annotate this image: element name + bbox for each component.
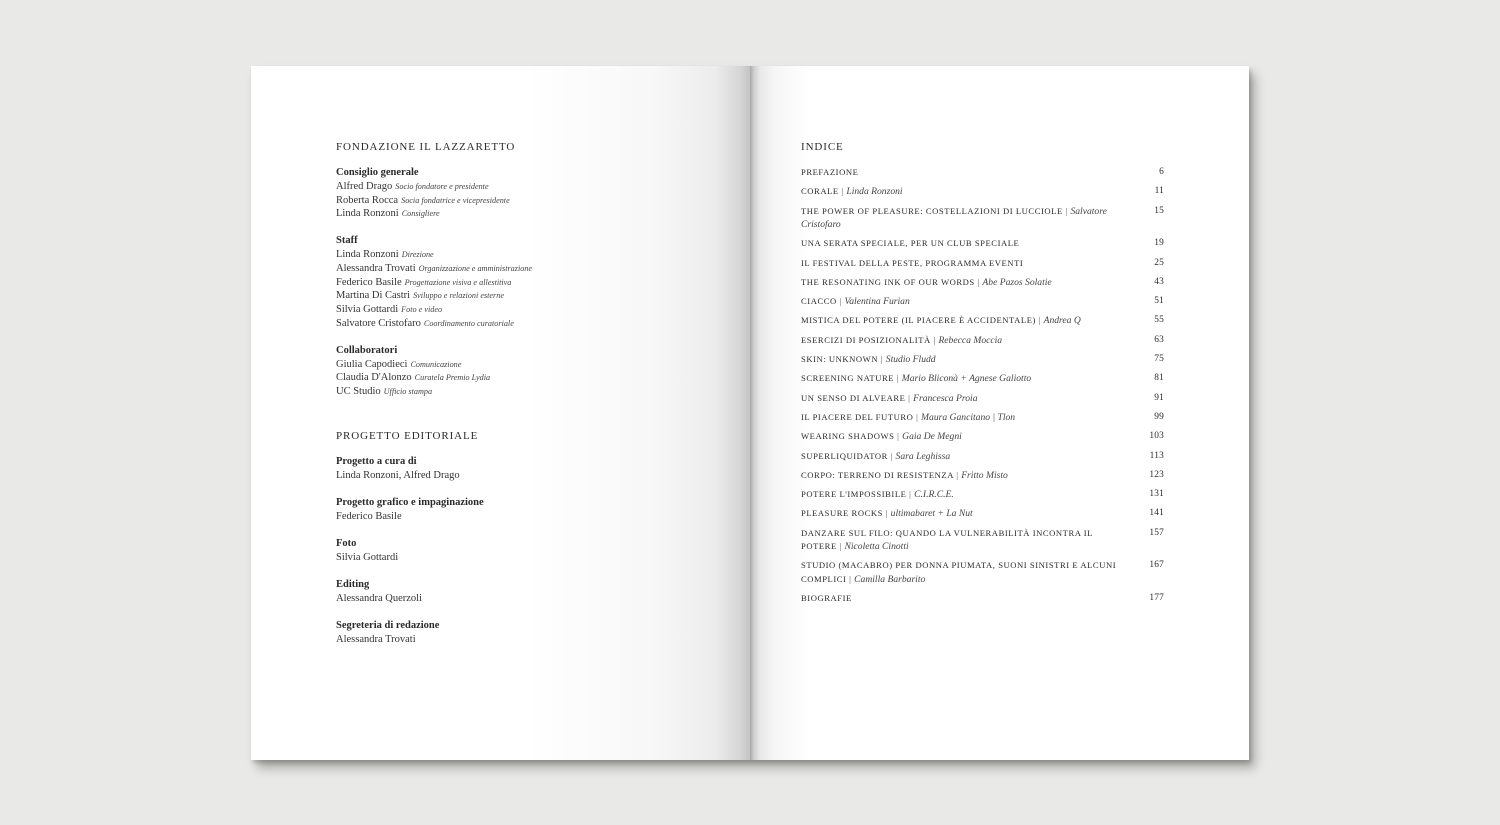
- toc-entry: [801, 295, 1164, 308]
- toc-page-number: 99: [1154, 411, 1164, 422]
- toc-separator: |: [1062, 205, 1071, 216]
- toc-entry-text: [801, 276, 1131, 289]
- toc-separator: |: [838, 186, 847, 197]
- toc-entry: [801, 507, 1164, 520]
- toc-entry: [801, 450, 1164, 463]
- group-title: Consiglio generale: [336, 167, 419, 178]
- toc-entry: [801, 185, 1164, 198]
- group-title: Staff: [336, 235, 358, 247]
- toc-author: Rebecca Moccia: [938, 334, 1003, 346]
- toc-page-number: 103: [1149, 431, 1164, 442]
- person-name: Alessandra Trovati: [336, 262, 416, 274]
- toc-author: Mario Bliconà + Agnese Galiotto: [901, 373, 1032, 385]
- person-name: Salvatore Cristofaro: [336, 317, 421, 329]
- toc-entry-text: [801, 488, 1131, 501]
- person-role: Consigliere: [401, 209, 440, 219]
- editorial-title: Progetto a cura di: [336, 455, 417, 467]
- editorial-credit: [336, 496, 696, 524]
- credit-line: [336, 207, 696, 221]
- toc-entry: [801, 469, 1164, 482]
- toc-entry: [801, 353, 1164, 366]
- toc-author: Studio Fludd: [885, 354, 936, 366]
- toc-entry: [801, 411, 1164, 424]
- credit-line: [336, 358, 696, 372]
- toc-title: SKIN: UNKNOWN: [801, 354, 879, 365]
- toc-entry-text: [801, 166, 1131, 179]
- toc-page-number: 25: [1154, 257, 1164, 268]
- toc-page-number: 51: [1154, 296, 1164, 307]
- toc-entry: [801, 205, 1164, 232]
- toc-page-number: 81: [1154, 373, 1164, 384]
- toc-entry-text: [801, 430, 1131, 443]
- toc-entry: [801, 592, 1164, 605]
- editorial-title: Foto: [336, 538, 357, 550]
- toc-title: POTERE L'IMPOSSIBILE: [801, 489, 907, 500]
- editorial-heading: PROGETTO EDITORIALE: [336, 429, 479, 442]
- toc-entry-text: [801, 469, 1131, 482]
- person-role: Sviluppo e relazioni esterne: [413, 291, 504, 301]
- toc-page-number: 167: [1149, 560, 1164, 571]
- editorial-credit: [336, 578, 696, 606]
- toc-title: CORALE: [801, 186, 839, 197]
- toc-title: CORPO: TERRENO DI RESISTENZA: [801, 469, 954, 480]
- toc-separator: |: [930, 334, 939, 345]
- toc-page-number: 6: [1159, 167, 1164, 177]
- toc-author: Salvatore Cristofaro: [801, 205, 1107, 230]
- person-name: Roberta Rocca: [336, 194, 399, 206]
- toc-entry: [801, 257, 1164, 270]
- toc-author: Maura Gancitano | Tlon: [921, 411, 1016, 423]
- toc-entry: [801, 237, 1164, 250]
- table-of-contents: [801, 140, 1164, 611]
- credit-line: [336, 317, 696, 331]
- credit-line: [336, 385, 696, 399]
- credits: [336, 140, 696, 660]
- toc-entry-text: [801, 257, 1131, 270]
- toc-entry-text: [801, 205, 1131, 232]
- editorial-title: Segreteria di redazione: [336, 620, 440, 632]
- toc-title: UN SENSO DI ALVEARE: [801, 392, 906, 403]
- toc-entry-text: [801, 295, 1131, 308]
- credit-line: [336, 180, 696, 194]
- credit-line: [336, 276, 696, 290]
- toc-author: Fritto Misto: [961, 469, 1008, 481]
- toc-page-number: 157: [1149, 527, 1164, 538]
- toc-title: SCREENING NATURE: [801, 373, 895, 384]
- toc-title: CIACCO: [801, 296, 837, 307]
- toc-entry: [801, 430, 1164, 443]
- toc-title: THE RESONATING INK OF OUR WORDS: [801, 276, 975, 287]
- person-role: Coordinamento curatoriale: [423, 318, 514, 328]
- toc-entry-text: [801, 592, 1131, 605]
- right-page: [750, 66, 1249, 760]
- toc-separator: |: [913, 411, 922, 422]
- toc-title: PLEASURE ROCKS: [801, 508, 883, 519]
- editorial-value: Silvia Gottardi: [336, 551, 399, 563]
- toc-author: Gaia De Megni: [902, 431, 962, 443]
- person-name: Claudia D'Alonzo: [336, 372, 412, 384]
- toc-entry-text: [801, 411, 1131, 424]
- toc-page-number: 131: [1149, 489, 1164, 500]
- toc-entry: [801, 559, 1164, 586]
- toc-page-number: 55: [1154, 315, 1164, 326]
- toc-title: STUDIO (MACABRO) PER DONNA PIUMATA, SUONI SINISTRI E ALCUNI COMPLICI: [801, 560, 1117, 584]
- person-role: Curatela Premio Lydia: [414, 373, 491, 383]
- toc-entry: [801, 488, 1164, 501]
- toc-entry-text: [801, 527, 1131, 554]
- toc-entry: [801, 527, 1164, 554]
- toc-page-number: 113: [1149, 450, 1164, 461]
- toc-separator: |: [906, 489, 915, 500]
- toc-page-number: 15: [1154, 205, 1164, 216]
- toc-separator: |: [905, 392, 914, 403]
- person-role: Ufficio stampa: [383, 387, 433, 397]
- toc-title: MISTICA DEL POTERE (IL PIACERE È ACCIDENTALE): [801, 315, 1036, 326]
- person-role: Foto e video: [401, 305, 443, 315]
- person-name: Linda Ronzoni: [336, 208, 399, 220]
- toc-entry-text: [801, 353, 1131, 366]
- toc-author: Linda Ronzoni: [846, 186, 903, 198]
- editorial-value: Alessandra Querzoli: [336, 593, 423, 605]
- credits-group-collaborators: [336, 344, 696, 399]
- toc-author: ultimabaret + La Nut: [890, 508, 973, 520]
- credit-line: [336, 194, 696, 208]
- toc-separator: |: [894, 431, 903, 442]
- credit-line: [336, 303, 696, 317]
- toc-separator: |: [887, 450, 896, 461]
- toc-entry-text: [801, 372, 1131, 385]
- toc-page-number: 11: [1154, 186, 1164, 197]
- toc-title: THE POWER OF PLEASURE: COSTELLAZIONI DI LUCCIOLE: [801, 205, 1063, 216]
- toc-page-number: 19: [1154, 238, 1164, 249]
- section-spacer: [336, 412, 696, 429]
- editorial-credit: [336, 537, 696, 565]
- person-name: Martina Di Castri: [336, 290, 411, 302]
- left-page: [251, 66, 750, 760]
- toc-separator: |: [878, 354, 886, 365]
- index-heading: INDICE: [801, 141, 844, 153]
- editorial-value: Alessandra Trovati: [336, 634, 416, 646]
- editorial-title: Editing: [336, 579, 370, 591]
- toc-page-number: 123: [1149, 469, 1164, 480]
- toc-entry-text: [801, 314, 1131, 327]
- person-role: Organizzazione e amministrazione: [418, 263, 533, 273]
- toc-entry-text: [801, 507, 1131, 520]
- editorial-title: Progetto grafico e impaginazione: [336, 497, 484, 509]
- person-role: Comunicazione: [410, 359, 462, 369]
- toc-title: IL FESTIVAL DELLA PESTE, PROGRAMMA EVENTI: [801, 257, 1024, 268]
- toc-entry-text: [801, 450, 1131, 463]
- person-role: Progettazione visiva e allestitiva: [404, 277, 512, 287]
- book-spread: [251, 66, 1249, 760]
- toc-separator: |: [894, 373, 902, 384]
- toc-title: ESERCIZI DI POSIZIONALITÀ: [801, 334, 931, 345]
- person-role: Direzione: [401, 249, 434, 259]
- toc-separator: |: [836, 296, 845, 307]
- toc-author: Andrea Q: [1043, 315, 1081, 327]
- toc-entry: [801, 314, 1164, 327]
- toc-title: BIOGRAFIE: [801, 593, 852, 604]
- editorial-credit: [336, 455, 696, 483]
- foundation-heading: FONDAZIONE IL LAZZARETTO: [336, 141, 516, 153]
- toc-separator: |: [1035, 315, 1044, 326]
- toc-separator: |: [882, 508, 891, 519]
- toc-entry: [801, 276, 1164, 289]
- toc-author: Valentina Furian: [844, 296, 910, 308]
- toc-title: UNA SERATA SPECIALE, PER UN CLUB SPECIALE: [801, 238, 1020, 249]
- person-name: Alfred Drago: [336, 180, 393, 192]
- person-role: Socia fondatrice e vicepresidente: [401, 195, 510, 205]
- toc-author: Sara Leghissa: [895, 450, 951, 462]
- toc-separator: |: [974, 276, 983, 287]
- toc-entry-text: [801, 559, 1131, 586]
- person-name: Linda Ronzoni: [336, 248, 399, 260]
- person-name: Silvia Gottardi: [336, 304, 399, 316]
- credits-group-staff: [336, 234, 696, 331]
- toc-title: SUPERLIQUIDATOR: [801, 450, 888, 461]
- credit-line: [336, 289, 696, 303]
- toc-page-number: 75: [1154, 354, 1164, 365]
- toc-entry: [801, 334, 1164, 347]
- group-title: Collaboratori: [336, 344, 398, 356]
- person-name: Giulia Capodieci: [336, 358, 408, 370]
- toc-title: IL PIACERE DEL FUTURO: [801, 411, 914, 422]
- person-name: Federico Basile: [336, 276, 402, 288]
- toc-page-number: 177: [1149, 593, 1164, 604]
- toc-separator: |: [953, 469, 962, 480]
- toc-entry: [801, 372, 1164, 385]
- toc-author: C.I.R.C.E.: [914, 489, 954, 501]
- toc-page-number: 141: [1149, 508, 1164, 519]
- editorial-value: Federico Basile: [336, 510, 402, 522]
- toc-page-number: 91: [1154, 392, 1164, 403]
- toc-title: DANZARE SUL FILO: QUANDO LA VULNERABILITÀ INCONTRA IL POTERE: [801, 527, 1093, 552]
- toc-entry: [801, 392, 1164, 405]
- toc-title: WEARING SHADOWS: [801, 431, 895, 442]
- toc-entry-text: [801, 237, 1131, 250]
- toc-entry: [801, 166, 1164, 179]
- credit-line: [336, 262, 696, 276]
- toc-separator: |: [836, 541, 845, 552]
- toc-author: Nicoletta Cinotti: [844, 541, 909, 553]
- toc-author: Camilla Barbarito: [854, 573, 926, 585]
- toc-entry-text: [801, 334, 1131, 347]
- credits-group-council: [336, 166, 696, 221]
- toc-title: PREFAZIONE: [801, 167, 859, 177]
- toc-author: Abe Pazos Solatie: [982, 276, 1052, 288]
- credit-line: [336, 248, 696, 262]
- toc-entry-text: [801, 392, 1131, 405]
- toc-page-number: 63: [1154, 334, 1164, 345]
- toc-separator: |: [846, 573, 855, 584]
- toc-page-number: 43: [1154, 276, 1164, 287]
- person-name: UC Studio: [336, 386, 381, 398]
- toc-entry-text: [801, 185, 1131, 198]
- toc-author: Francesca Proia: [913, 392, 978, 404]
- editorial-value: Linda Ronzoni, Alfred Drago: [336, 469, 460, 481]
- credit-line: [336, 371, 696, 385]
- editorial-credit: [336, 619, 696, 647]
- person-role: Socio fondatore e presidente: [395, 181, 489, 191]
- toc-list: [801, 166, 1164, 606]
